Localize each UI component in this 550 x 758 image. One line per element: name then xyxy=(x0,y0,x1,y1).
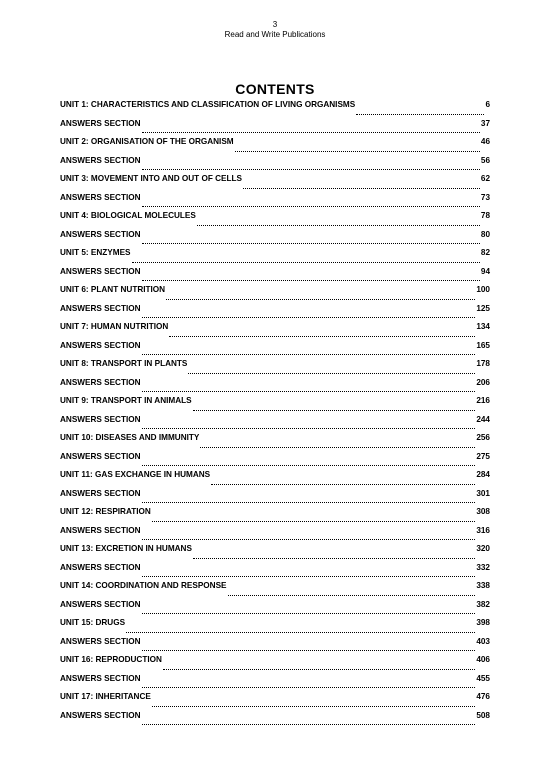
toc-entry[interactable] xyxy=(60,563,490,582)
toc-entry-page: 216 xyxy=(476,396,490,405)
toc-entry[interactable] xyxy=(60,230,490,249)
toc-entry-title: UNIT 7: HUMAN NUTRITION xyxy=(60,322,169,331)
toc-entry-title: ANSWERS SECTION xyxy=(60,673,141,683)
toc-dot-leader xyxy=(142,575,476,577)
toc-entry-page: 125 xyxy=(476,303,490,313)
page-number: 3 xyxy=(272,20,278,29)
toc-entry-title: UNIT 4: BIOLOGICAL MOLECULES xyxy=(60,211,196,220)
toc-entry-page: 94 xyxy=(480,266,490,276)
toc-entry-page: 332 xyxy=(476,562,490,572)
toc-dot-leader xyxy=(142,353,476,355)
toc-entry[interactable] xyxy=(60,470,490,489)
toc-entry-page: 284 xyxy=(476,470,490,479)
toc-entry[interactable] xyxy=(60,359,490,378)
toc-entry-page: 403 xyxy=(476,636,490,646)
toc-entry[interactable] xyxy=(60,674,490,693)
toc-entry-title: ANSWERS SECTION xyxy=(60,562,141,572)
toc-dot-leader xyxy=(142,205,480,207)
toc-entry-title: ANSWERS SECTION xyxy=(60,710,141,720)
toc-dot-leader xyxy=(193,557,475,559)
toc-entry-page: 301 xyxy=(476,488,490,498)
toc-dot-leader xyxy=(142,649,476,651)
toc-entry-page: 100 xyxy=(476,285,490,294)
toc-dot-leader xyxy=(163,668,475,670)
toc-dot-leader xyxy=(243,187,480,189)
toc-entry-page: 320 xyxy=(476,544,490,553)
toc-entry[interactable] xyxy=(60,267,490,286)
toc-dot-leader xyxy=(142,168,480,170)
toc-dot-leader xyxy=(228,594,476,596)
toc-entry[interactable] xyxy=(60,119,490,138)
toc-entry[interactable] xyxy=(60,341,490,360)
toc-entry[interactable] xyxy=(60,618,490,637)
toc-entry-title: ANSWERS SECTION xyxy=(60,599,141,609)
toc-entry-title: ANSWERS SECTION xyxy=(60,340,141,350)
toc-entry-title: ANSWERS SECTION xyxy=(60,155,141,165)
toc-entry-page: 316 xyxy=(476,525,490,535)
toc-dot-leader xyxy=(142,242,480,244)
toc-entry-page: 256 xyxy=(476,433,490,442)
toc-entry-title: UNIT 6: PLANT NUTRITION xyxy=(60,285,166,294)
toc-entry-page: 178 xyxy=(476,359,490,368)
toc-dot-leader xyxy=(142,538,476,540)
toc-entry-page: 338 xyxy=(476,581,490,590)
toc-entry-title: UNIT 3: MOVEMENT INTO AND OUT OF CELLS xyxy=(60,174,242,183)
toc-entry-page: 476 xyxy=(476,692,490,701)
toc-entry[interactable] xyxy=(60,489,490,508)
toc-dot-leader xyxy=(200,446,475,448)
page-title: CONTENTS xyxy=(235,81,315,97)
toc-entry-title: UNIT 10: DISEASES AND IMMUNITY xyxy=(60,433,200,442)
toc-entry-page: 508 xyxy=(476,710,490,720)
toc-entry-title: ANSWERS SECTION xyxy=(60,266,141,276)
toc-entry-title: ANSWERS SECTION xyxy=(60,192,141,202)
toc-entry[interactable] xyxy=(60,137,490,156)
toc-entry[interactable] xyxy=(60,174,490,193)
toc-dot-leader xyxy=(142,316,476,318)
toc-dot-leader xyxy=(142,501,476,503)
toc-dot-leader xyxy=(142,279,480,281)
toc-entry-page: 455 xyxy=(476,673,490,683)
toc-entry-page: 82 xyxy=(480,248,490,257)
toc-entry-page: 165 xyxy=(476,340,490,350)
toc-dot-leader xyxy=(188,372,475,374)
toc-entry-page: 275 xyxy=(476,451,490,461)
toc-entry[interactable] xyxy=(60,211,490,230)
toc-entry-title: UNIT 9: TRANSPORT IN ANIMALS xyxy=(60,396,192,405)
toc-dot-leader xyxy=(142,427,476,429)
toc-dot-leader xyxy=(166,298,475,300)
toc-entry[interactable] xyxy=(60,711,490,730)
toc-dot-leader xyxy=(142,612,476,614)
toc-dot-leader xyxy=(193,409,476,411)
page-header xyxy=(0,20,550,40)
toc-entry-title: ANSWERS SECTION xyxy=(60,414,141,424)
toc-entry[interactable] xyxy=(60,655,490,674)
toc-entry-title: ANSWERS SECTION xyxy=(60,488,141,498)
toc-entry-title: UNIT 1: CHARACTERISTICS AND CLASSIFICATION OF LIVING ORGANISMS xyxy=(60,100,356,109)
toc-entry[interactable] xyxy=(60,304,490,323)
toc-entry-title: UNIT 11: GAS EXCHANGE IN HUMANS xyxy=(60,470,211,479)
toc-entry[interactable] xyxy=(60,433,490,452)
toc-entry-title: ANSWERS SECTION xyxy=(60,303,141,313)
toc-entry[interactable] xyxy=(60,396,490,415)
toc-entry-page: 46 xyxy=(480,137,490,146)
toc-entry[interactable] xyxy=(60,581,490,600)
toc-entry[interactable] xyxy=(60,526,490,545)
table-of-contents xyxy=(60,100,490,729)
toc-entry[interactable] xyxy=(60,100,490,119)
toc-dot-leader xyxy=(356,113,484,115)
toc-entry-title: UNIT 5: ENZYMES xyxy=(60,248,131,257)
toc-entry[interactable] xyxy=(60,248,490,267)
toc-entry-title: UNIT 16: REPRODUCTION xyxy=(60,655,162,664)
toc-entry-title: UNIT 17: INHERITANCE xyxy=(60,692,151,701)
toc-entry-title: UNIT 12: RESPIRATION xyxy=(60,507,151,516)
toc-entry-title: ANSWERS SECTION xyxy=(60,377,141,387)
toc-entry-page: 244 xyxy=(476,414,490,424)
toc-entry-page: 62 xyxy=(480,174,490,183)
toc-entry[interactable] xyxy=(60,156,490,175)
toc-entry[interactable] xyxy=(60,378,490,397)
toc-entry-page: 56 xyxy=(480,155,490,165)
toc-entry-page: 406 xyxy=(476,655,490,664)
toc-entry[interactable] xyxy=(60,507,490,526)
toc-entry[interactable] xyxy=(60,322,490,341)
toc-entry[interactable] xyxy=(60,193,490,212)
toc-dot-leader xyxy=(169,335,475,337)
toc-entry-page: 308 xyxy=(476,507,490,516)
toc-entry-page: 206 xyxy=(476,377,490,387)
toc-dot-leader xyxy=(197,224,480,226)
toc-entry-title: UNIT 14: COORDINATION AND RESPONSE xyxy=(60,581,227,590)
toc-entry[interactable] xyxy=(60,600,490,619)
toc-dot-leader xyxy=(126,631,475,633)
toc-entry-page: 37 xyxy=(480,118,490,128)
toc-entry[interactable] xyxy=(60,692,490,711)
toc-entry-page: 382 xyxy=(476,599,490,609)
toc-entry[interactable] xyxy=(60,544,490,563)
toc-entry[interactable] xyxy=(60,285,490,304)
toc-entry-page: 6 xyxy=(485,100,490,109)
toc-dot-leader xyxy=(211,483,475,485)
toc-entry-page: 80 xyxy=(480,229,490,239)
toc-entry-page: 398 xyxy=(476,618,490,627)
toc-dot-leader xyxy=(142,464,476,466)
toc-entry-title: UNIT 2: ORGANISATION OF THE ORGANISM xyxy=(60,137,234,146)
toc-dot-leader xyxy=(132,261,480,263)
toc-dot-leader xyxy=(152,520,475,522)
toc-entry[interactable] xyxy=(60,415,490,434)
toc-entry-title: UNIT 13: EXCRETION IN HUMANS xyxy=(60,544,192,553)
toc-dot-leader xyxy=(142,686,476,688)
toc-entry-title: ANSWERS SECTION xyxy=(60,229,141,239)
toc-dot-leader xyxy=(142,131,480,133)
toc-entry-title: UNIT 8: TRANSPORT IN PLANTS xyxy=(60,359,188,368)
toc-entry-page: 134 xyxy=(476,322,490,331)
toc-dot-leader xyxy=(142,723,476,725)
toc-entry-title: UNIT 15: DRUGS xyxy=(60,618,126,627)
toc-entry-page: 73 xyxy=(480,192,490,202)
toc-entry-title: ANSWERS SECTION xyxy=(60,118,141,128)
toc-entry-title: ANSWERS SECTION xyxy=(60,451,141,461)
toc-entry-title: ANSWERS SECTION xyxy=(60,525,141,535)
toc-entry[interactable] xyxy=(60,637,490,656)
toc-dot-leader xyxy=(235,150,480,152)
toc-entry-title: ANSWERS SECTION xyxy=(60,636,141,646)
toc-entry[interactable] xyxy=(60,452,490,471)
toc-dot-leader xyxy=(142,390,476,392)
toc-dot-leader xyxy=(152,705,476,707)
publisher-name: Read and Write Publications xyxy=(224,30,326,39)
toc-entry-page: 78 xyxy=(480,211,490,220)
